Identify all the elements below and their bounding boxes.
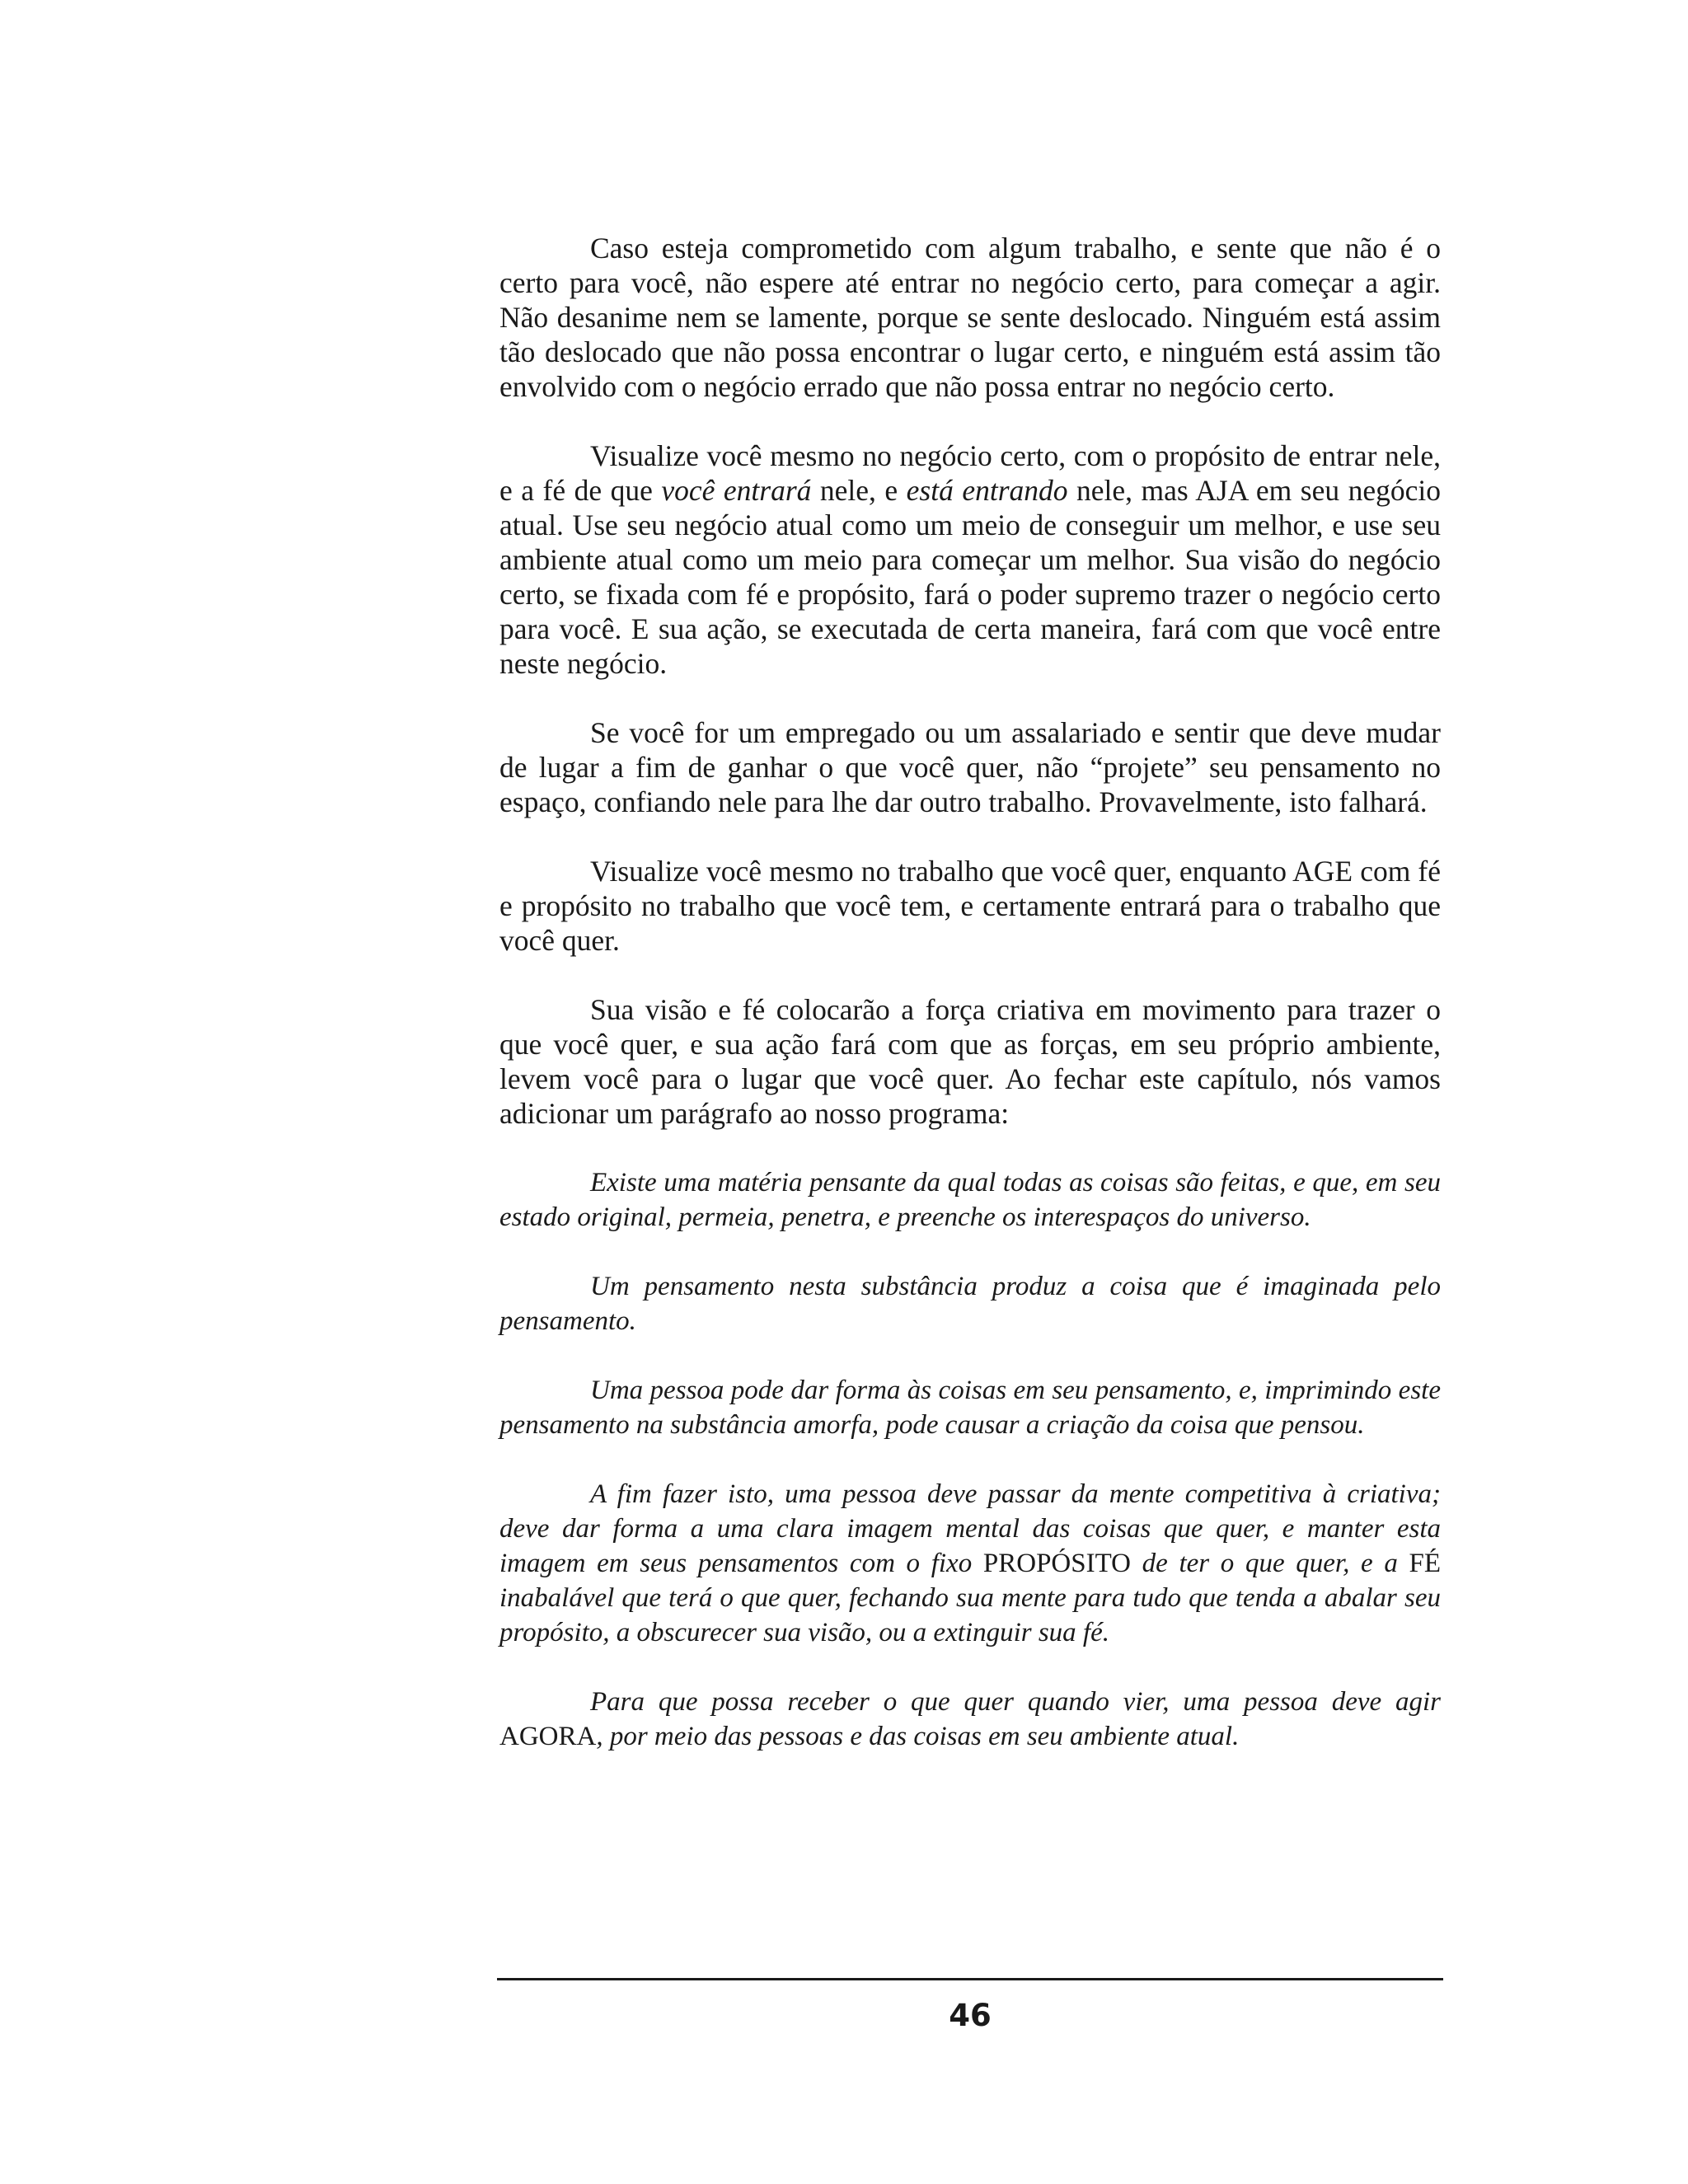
program-paragraph-4-upright-a: PROPÓSITO: [982, 1549, 1131, 1578]
footer-divider: [497, 1978, 1443, 1980]
paragraph-2-text-b: nele, e: [811, 474, 907, 507]
paragraph-4: Visualize você mesmo no trabalho que você quer, enquanto AGE com fé e propósito no trabalho que você tem, e certamente entrará para o trabalho que você quer.: [499, 855, 1441, 957]
program-paragraph-4: [499, 1477, 1441, 1650]
program-paragraph-4-text-a: A fim fazer isto, uma pessoa deve passar da mente competitiva à criativa; deve dar forma a uma clara imagem mental das coisas que quer, e manter esta imagem em seus pensamentos com o fixo: [499, 1479, 1441, 1578]
paragraph-2-emphasis-b: está entrando: [906, 474, 1068, 507]
paragraph-2-emphasis-a: você entrará: [661, 474, 812, 507]
program-paragraph-4-text-c: inabalável que terá o que quer, fechando sua mente para tudo que tenda a abalar seu propósito, a obscurecer sua visão, ou a extinguir sua fé.: [499, 1583, 1441, 1647]
paragraph-1: Caso esteja comprometido com algum trabalho, e sente que não é o certo para você, não espere até entrar no negócio certo, para começar a agir. Não desanime nem se lamente, porque se sente deslocado. Ninguém está assim tão deslocado que não possa encontrar o lugar certo, e ninguém está assim tão envolvido com o negócio errado que não possa entrar no negócio certo.: [499, 232, 1441, 403]
program-paragraph-4-upright-b: FÉ: [1409, 1549, 1441, 1578]
page-number: 46: [949, 1998, 992, 2033]
paragraph-2-text-a: Visualize você mesmo no negócio certo, com o propósito de entrar nele, e a fé de que: [499, 439, 1441, 507]
program-paragraph-3: Uma pessoa pode dar forma às coisas em seu pensamento, e, imprimindo este pensamento na substância amorfa, pode causar a criação da coisa que pensou.: [499, 1376, 1441, 1440]
page-body: [499, 231, 1441, 1788]
paragraph-2: [499, 438, 1441, 681]
program-paragraph-5-text-a: Para que possa receber o que quer quando vier, uma pessoa deve agir: [590, 1687, 1441, 1717]
program-paragraph-5: [499, 1685, 1441, 1754]
paragraph-3: Se você for um empregado ou um assalariado e sentir que deve mudar de lugar a fim de ganhar o que você quer, não “projete” seu pensamento no espaço, confiando nele para lhe dar outro trabalho. Provavelmente, isto falhará.: [499, 716, 1441, 818]
program-paragraph-2: Um pensamento nesta substância produz a coisa que é imaginada pelo pensamento.: [499, 1272, 1441, 1336]
program-paragraph-5-text-b: , por meio das pessoas e das coisas em seu ambiente atual.: [596, 1722, 1240, 1751]
program-paragraph-1: Existe uma matéria pensante da qual todas as coisas são feitas, e que, em seu estado original, permeia, penetra, e preenche os interespaços do universo.: [499, 1168, 1441, 1232]
paragraph-5: Sua visão e fé colocarão a força criativa em movimento para trazer o que você quer, e sua ação fará com que as forças, em seu próprio ambiente, levem você para o lugar que você quer. Ao fechar este capítulo, nós vamos adicionar um parágrafo ao nosso programa:: [499, 993, 1441, 1130]
paragraph-2-text-c: nele, mas AJA em seu negócio atual. Use seu negócio atual como um meio de conseguir um melhor, e use seu ambiente atual como um meio para começar um melhor. Sua visão do negócio certo, se fixada com fé e propósito, fará o poder supremo trazer o negócio certo para você. E sua ação, se executada de certa maneira, fará com que você entre neste negócio.: [499, 474, 1441, 680]
program-paragraph-5-upright-a: AGORA: [499, 1722, 597, 1751]
program-paragraph-4-text-b: de ter o que quer, e a: [1131, 1549, 1409, 1578]
